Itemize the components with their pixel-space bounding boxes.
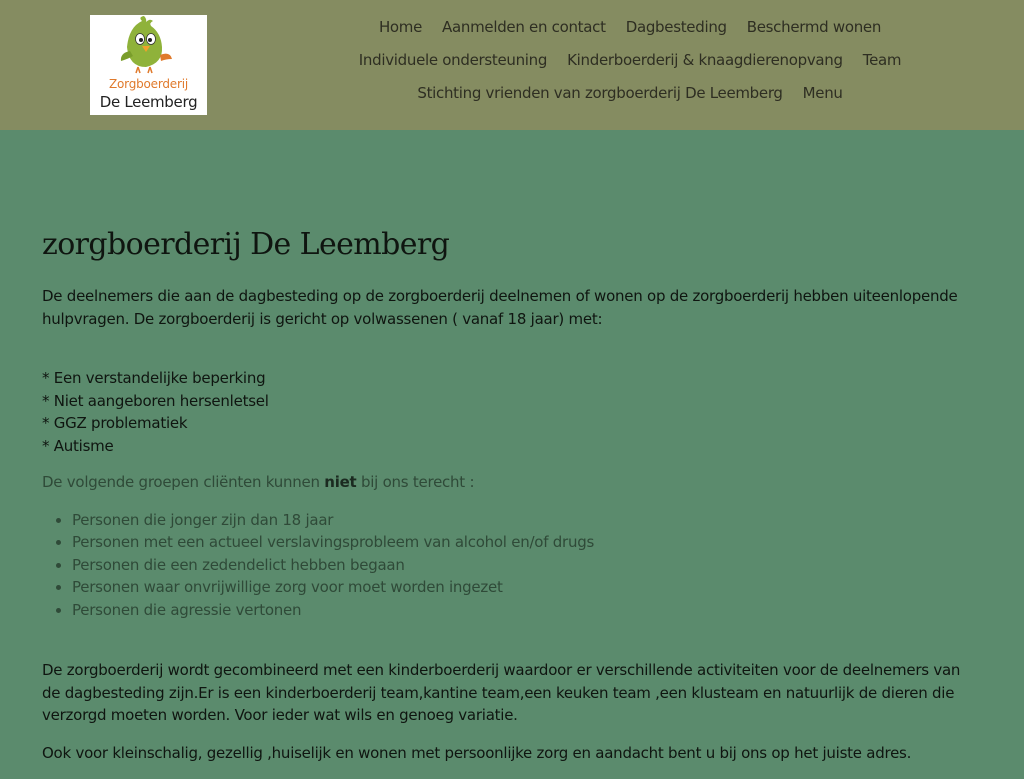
conditions-list [42,367,982,457]
groups-intro-emphasis: niet [324,473,357,491]
nav-item-aanmelden-en-contact[interactable]: Aanmelden en contact [442,18,606,36]
nav-item-stichting-vrienden[interactable]: Stichting vrienden van zorgboerderij De Leemberg [417,84,783,102]
housing-paragraph: Ook voor kleinschalig, gezellig ,huiselijk en wonen met persoonlijke zorg en aandacht bent u bij ons op het juiste adres. [42,743,912,762]
intro-paragraph: De deelnemers die aan de dagbesteding op de zorgboerderij deelnemen of wonen op de zorgboerderij hebben uiteenlopende hulpvragen. De zorgboerderij is gericht op volwassenen ( vanaf 18 jaar) met: [42,287,958,328]
main-nav [340,14,920,106]
list-item: • Personen die een zedendelict hebben begaan [72,554,982,577]
condition-item: * GGZ problematiek [42,414,188,432]
condition-item: * Een verstandelijke beperking [42,369,266,387]
nav-item-dagbesteding[interactable]: Dagbesteding [625,18,727,36]
logo-line-1: Zorgboerderij [109,77,188,91]
nav-item-kinderboerderij[interactable]: Kinderboerderij & knaagdierenopvang [567,51,843,69]
list-item: • Personen waar onvrijwillige zorg voor moet worden ingezet [72,576,982,599]
activities-paragraph: De zorgboerderij wordt gecombineerd met een kinderboerderij waardoor er verschillende activiteiten voor de deelnemers van de dagbesteding zijn.Er is een kinderboerderij team,kantine team,een keuken team ,een klusteam en natuurlijk de dieren die verzorgd moeten worden. Voor ieder wat wils en genoeg variatie. [42,661,961,724]
condition-item: * Niet aangeboren hersenletsel [42,391,269,410]
list-item: • Personen met een actueel verslavingsprobleem van alcohol en/of drugs [72,531,982,554]
nav-item-beschermd-wonen[interactable]: Beschermd wonen [746,18,882,36]
site-logo[interactable] [90,15,207,115]
nav-item-menu[interactable]: Menu [802,84,843,102]
groups-intro-text-end: bij ons terecht : [356,473,475,491]
exclusions-list [42,509,982,622]
site-header [0,0,1024,130]
groups-intro [42,471,982,494]
list-item: • Personen die jonger zijn dan 18 jaar [72,509,982,532]
page-title: zorgboerderij De Leemberg [42,227,450,262]
main-content [42,225,982,779]
logo-line-2: De Leemberg [99,93,198,111]
list-item: • Personen die agressie vertonen [72,599,982,622]
nav-item-home[interactable]: Home [378,18,423,36]
groups-intro-text: De volgende groepen cliënten kunnen [42,473,325,491]
nav-item-individuele-ondersteuning[interactable]: Individuele ondersteuning [358,51,548,69]
nav-item-team[interactable]: Team [862,51,902,69]
condition-item: * Autisme [42,436,114,455]
